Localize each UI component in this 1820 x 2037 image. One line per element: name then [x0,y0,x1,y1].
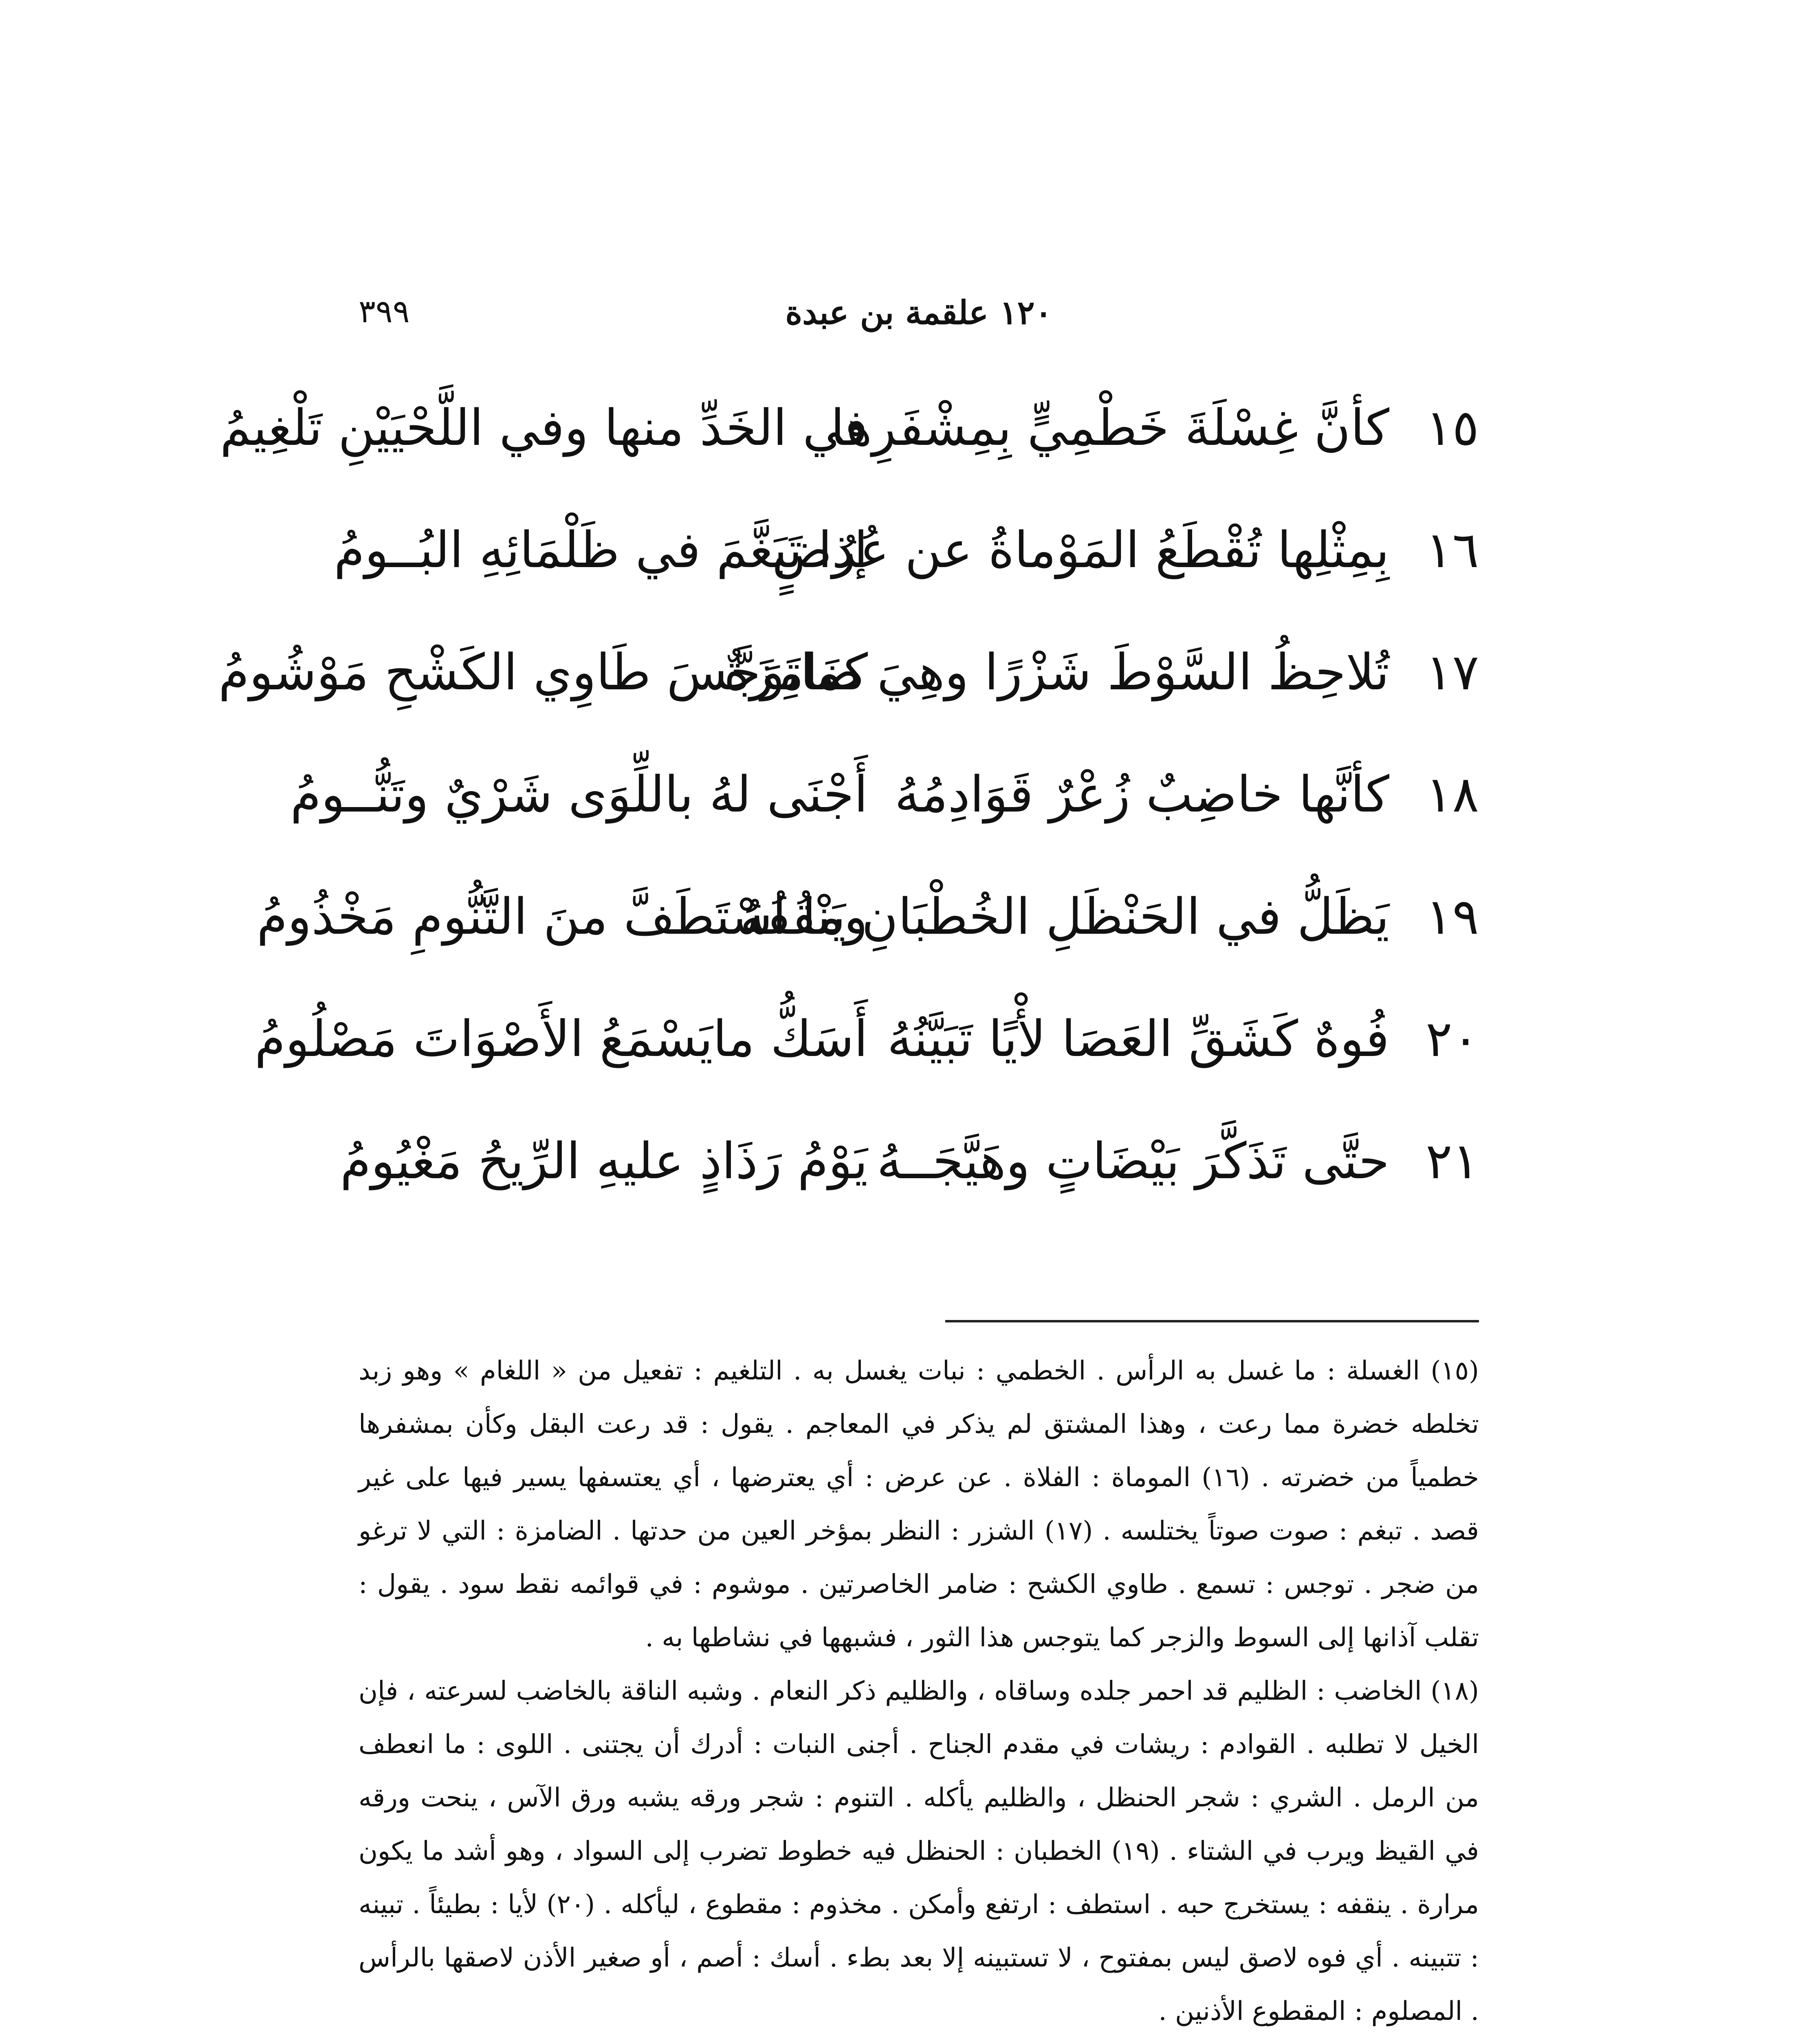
verse-number: ١٧ [1425,643,1479,701]
verse-21 [340,1100,1479,1222]
second-hemistich: وما اسْتَطَفَّ منَ التَّنُّومِ مَخْذُومُ [257,888,868,946]
first-hemistich: تُلاحِظُ السَّوْطَ شَزْرًا وهِيَ ضَامِزَةٌ [724,643,1389,701]
footnotes [359,1344,1479,2037]
footnote-block-18-20: (١٨) الخاضب : الظليم قد احمر جلده وساقاه ، والظليم ذكر النعام . وشبه الناقة بالخاضب لسرعته ، فإن الخيل لا تطلبه . القوادم : ريشات في مقدم الجناح . أجنى النبات : أدرك أن يجتنى . اللوى : ما انعطف من الرمل . الشري : شجر الحنظل ، والظليم يأكله . التنوم : شجر ورقه يشبه ورق الآس ، ينحت ورقه في القيظ ويرب في الشتاء . (١٩) الخطبان : الحنظل فيه خطوط تضرب إلى السواد ، وهو أشد ما يكون مرارة . ينقفه : يستخرج حبه . استطف : ارتفع وأمكن . مخذوم : مقطوع ، ليأكله . (٢٠) لأيا : بطيئاً . تبينه : تتبينه . أي فوه لاصق ليس بمفتوح ، لا تستبينه إلا بعد بطء . أسك : أصم ، أو صغير الأذن لاصقها بالرأس . المصلوم : المقطوع الأذنين . [359,1676,1479,2026]
verse-20 [255,978,1479,1100]
verse-16 [334,489,1479,611]
second-hemistich: أَسَكُّ مايَسْمَعُ الأَصْوَاتَ مَصْلُومُ [255,1010,868,1068]
page-number: ٣٩٩ [359,293,410,330]
first-hemistich: بِمِثْلِها تُقْطَعُ المَوْماةُ عن عُرُضٍ [772,521,1389,579]
verse-number: ٢١ [1425,1132,1479,1190]
verse-18 [290,733,1479,856]
verse-number: ١٥ [1425,399,1479,457]
page-header [359,293,1479,342]
verse-number: ١٨ [1425,766,1479,823]
verse-number: ٢٠ [1425,1010,1479,1068]
verse-15 [220,367,1479,489]
verse-number: ١٦ [1425,521,1479,579]
verse-17 [218,611,1479,733]
second-hemistich: يَوْمُ رَذَاذٍ عليهِ الرِّيحُ مَغْيُومُ [340,1132,868,1190]
footnote-divider [945,1320,1479,1322]
running-title: ١٢٠ علقمة بن عبدة [785,293,1052,332]
verse-number: ١٩ [1425,888,1479,946]
first-hemistich: فُوهٌ كَشَقِّ العَصَا لأْيًا تَبَيَّنُهُ [887,1010,1389,1068]
first-hemistich: كأنَّ غِسْلَةَ خَطْمِيٍّ بِمِشْفَرِها [830,399,1389,457]
footnote-block-15-17: (١٥) الغسلة : ما غسل به الرأس . الخطمي : نبات يغسل به . التلغيم : تفعيل من « اللغام » وهو زبد تخلطه خضرة مما رعت ، وهذا المشتق لم يذكر في المعاجم . يقول : قد رعت البقل وكأن بمشفرها خطمياً من خضرته . (١٦) الموماة : الفلاة . عن عرض : أي يعترضها ، أي يعتسفها يسير فيها على غير قصد . تبغم : صوت صوتاً يختلسه . (١٧) الشزر : النظر بمؤخر العين من حدتها . الضامزة : التي لا ترغو من ضجر . توجس : تسمع . طاوي الكشح : ضامر الخاصرتين . موشوم : في قوائمه نقط سود . يقول : تقلب آذانها إلى السوط والزجر كما يتوجس هذا الثور ، فشبهها في نشاطها به . [359,1356,1479,1653]
poem [218,367,1479,1222]
second-hemistich: في الخَدِّ منها وفي اللَّحْيَيْنِ تَلْغِيمُ [220,399,868,457]
second-hemistich: أَجْنَى لهُ باللِّوَى شَرْيٌ وتَنُّــومُ [290,766,868,823]
second-hemistich: إذا تَبَغَّمَ في ظَلْمَائِهِ البُــومُ [334,521,868,579]
first-hemistich: يَظَلُّ في الحَنْظَلِ الخُطْبَانِ يَنْقُفُهُ [740,888,1389,946]
first-hemistich: كأنَّها خاضِبٌ زُعْرٌ قَوَادِمُهُ [894,766,1389,823]
second-hemistich: كماتَوَجَّسَ طَاوِي الكَشْحِ مَوْشُومُ [218,643,868,701]
verse-19 [257,856,1479,978]
first-hemistich: حتَّى تَذَكَّرَ بَيْضَاتٍ وهَيَّجَــهُ [877,1132,1389,1190]
